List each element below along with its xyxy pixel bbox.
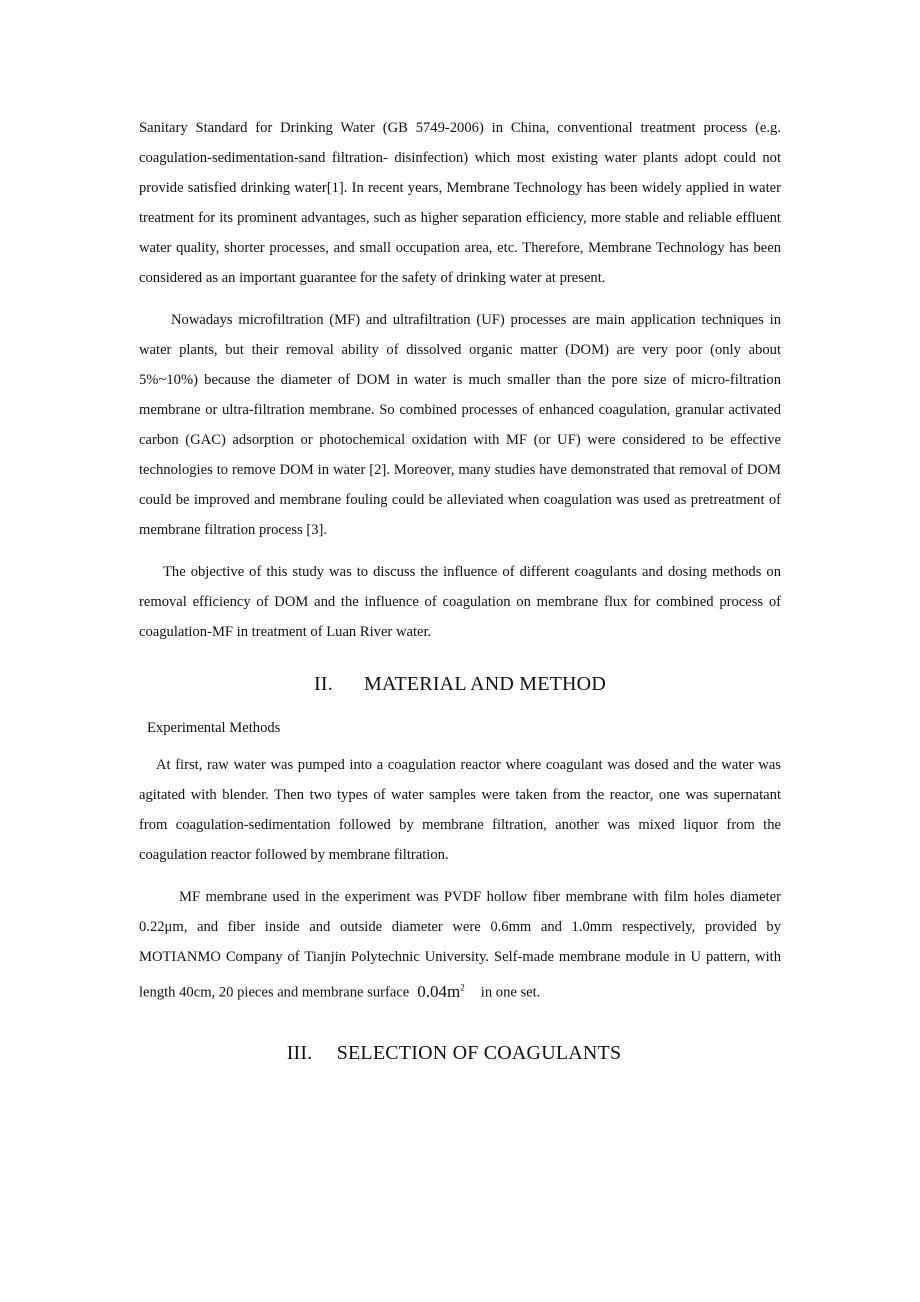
paragraph-intro-continued: Sanitary Standard for Drinking Water (GB 5749-2006) in China, conventional treatment process (e.g. coagulation-sedimentation-sand filtration- disinfection) which most existing water plants adopt could not provide satisfied drinking water[1]. In recent years, Membrane Technology has been widely applied in water treatment for its prominent advantages, such as higher separation efficiency, more stable and reliable effluent water quality, shorter processes, and small occupation area, etc. Therefore, Membrane Technology has been considered as an important guarantee for the safety of drinking water at present. <box>139 120 781 286</box>
membrane-text-end: in one set. <box>480 984 541 1001</box>
membrane-text: MF membrane used in the experiment was PVDF hollow fiber membrane with film holes diameter 0.22μm, and fiber inside and outside diameter were 0.6mm and 1.0mm respectively, provided by MOTIANMO Company of Tianjin Polytechnic University. Self-made membrane module in U pattern, with length 40cm, 20 pieces and membrane surface <box>139 889 781 1001</box>
section-number: II. <box>314 673 333 695</box>
paper-page <box>139 113 781 1065</box>
section-heading-selection-coagulants <box>139 1042 781 1065</box>
paragraph-mf-uf: Nowadays microfiltration (MF) and ultrafiltration (UF) processes are main application techniques in water plants, but their removal ability of dissolved organic matter (DOM) are very poor (only about 5%~10%) because the diameter of DOM in water is much smaller than the pore size of micro-filtration membrane or ultra-filtration membrane. So combined processes of enhanced coagulation, granular activated carbon (GAC) adsorption or photochemical oxidation with MF (or UF) were considered to be effective technologies to remove DOM in water [2]. Moreover, many studies have demonstrated that removal of DOM could be improved and membrane fouling could be alleviated when coagulation was used as pretreatment of membrane filtration process [3]. <box>139 312 781 538</box>
paragraph-objective: The objective of this study was to discuss the influence of different coagulants and dosing methods on removal efficiency of DOM and the influence of coagulation on membrane flux for combined process of coagulation-MF in treatment of Luan River water. <box>139 564 781 640</box>
section-number: III. <box>286 1041 313 1064</box>
section-title: SELECTION OF COAGULANTS <box>336 1041 622 1064</box>
membrane-area-formula <box>409 982 480 1001</box>
formula-value: 0.04m <box>417 981 461 1001</box>
paragraph-procedure: At first, raw water was pumped into a coagulation reactor where coagulant was dosed and the water was agitated with blender. Then two types of water samples were taken from the reactor, one was supernatant from coagulation-sedimentation followed by membrane filtration, another was mixed liquor from the coagulation reactor followed by membrane filtration. <box>139 757 781 863</box>
formula-exponent: 2 <box>460 982 465 992</box>
subheading-experimental-methods: Experimental Methods <box>147 720 281 736</box>
section-heading-material-method <box>139 673 781 696</box>
section-title: MATERIAL AND METHOD <box>364 673 606 695</box>
paragraph-membrane <box>139 882 781 1008</box>
